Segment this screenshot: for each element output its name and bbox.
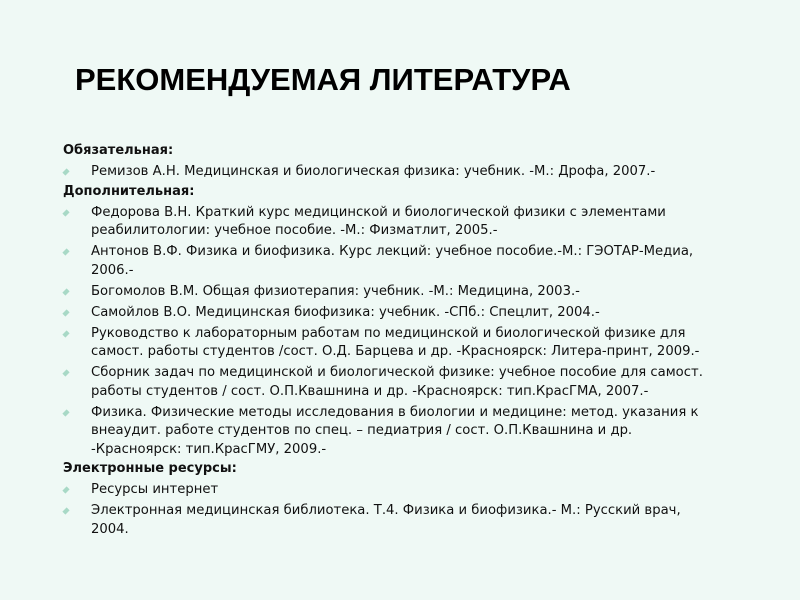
list-item — [63, 163, 793, 182]
diamond-bullet-icon — [62, 168, 69, 175]
section-heading: Обязательная: — [63, 143, 174, 158]
item-text-line: Сборник задач по медицинской и биологической физике: учебное пособие для самост. — [91, 365, 703, 380]
literature-list — [63, 141, 793, 539]
diamond-bullet-icon — [62, 409, 69, 416]
section-heading: Электронные ресурсы: — [63, 461, 237, 476]
item-text-line: Ремизов А.Н. Медицинская и биологическая физика: учебник. -М.: Дрофа, 2007.- — [91, 164, 656, 179]
item-text-line: Федорова В.Н. Краткий курс медицинской и биологической физики с элементами — [91, 204, 666, 220]
diamond-bullet-icon — [62, 330, 69, 337]
item-text-line: -Красноярск: тип.КрасГМУ, 2009.- — [91, 441, 327, 457]
item-text-line: 2004. — [91, 521, 129, 537]
diamond-bullet-icon — [62, 248, 69, 255]
slide-title: РЕКОМЕНДУЕМАЯ ЛИТЕРАТУРА — [75, 62, 571, 97]
list-item — [63, 283, 793, 302]
list-item — [63, 404, 793, 460]
diamond-bullet-icon — [62, 369, 69, 376]
item-text-line: Ресурсы интернет — [91, 482, 219, 497]
item-text-line: Самойлов В.О. Медицинская биофизика: учебник. -СПб.: Спецлит, 2004.- — [91, 304, 600, 320]
item-text-line: Руководство к лабораторным работам по медицинской и биологической физике для — [91, 325, 686, 341]
diamond-bullet-icon — [62, 209, 69, 216]
diamond-bullet-icon — [62, 486, 69, 493]
list-item — [63, 502, 793, 539]
item-text-line: Электронная медицинская библиотека. Т.4. Физика и биофизика.- М.: Русский врач, — [91, 503, 681, 518]
list-item — [63, 325, 793, 362]
item-text-line: внеаудит. работе студентов по спец. – педиатрия / сост. О.П.Квашнина и др. — [91, 423, 633, 438]
diamond-bullet-icon — [62, 309, 69, 316]
list-item — [63, 304, 793, 323]
list-item — [63, 481, 793, 500]
section-heading: Дополнительная: — [63, 183, 195, 199]
item-text-line: Физика. Физические методы исследования в биологии и медицине: метод. указания к — [91, 404, 699, 420]
item-text-line: реабилитологии: учебное пособие. -М.: Физматлит, 2005.- — [91, 223, 498, 238]
item-text-line: самост. работы студентов /сост. О.Д. Барцева и др. -Красноярск: Литера-принт, 2009.- — [91, 344, 700, 359]
list-item — [63, 204, 793, 241]
item-text-line: работы студентов / сост. О.П.Квашнина и др. -Красноярск: тип.КрасГМА, 2007.- — [91, 383, 649, 399]
list-item — [63, 364, 793, 401]
list-item — [63, 243, 793, 280]
diamond-bullet-icon — [62, 288, 69, 295]
item-text-line: 2006.- — [91, 262, 134, 278]
diamond-bullet-icon — [62, 507, 69, 514]
item-text-line: Богомолов В.М. Общая физиотерапия: учебник. -М.: Медицина, 2003.- — [91, 283, 580, 299]
item-text-line: Антонов В.Ф. Физика и биофизика. Курс лекций: учебное пособие.-М.: ГЭОТАР-Медиа, — [91, 244, 694, 259]
